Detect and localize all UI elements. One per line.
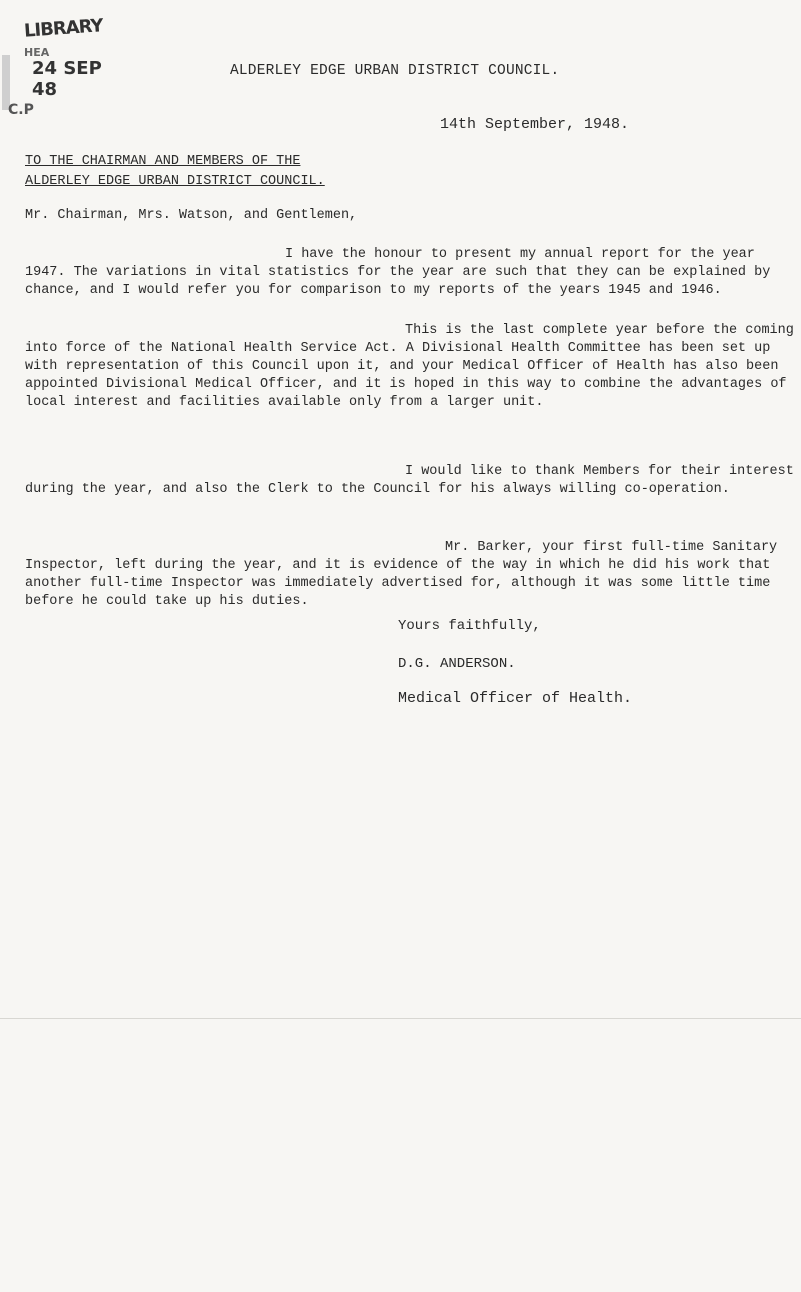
paragraph-sanitary-inspector: Mr. Barker, your first full-time Sanitary Inspector, left during the year, and it is evidence of the way in which he did his work that another full-time Inspector was immediately advertised for, although it was some little time before he could take up his duties.: [25, 540, 778, 609]
stamp-line-4: C.P: [8, 102, 34, 118]
paragraph-annual-report: I have the honour to present my annual report for the year 1947. The variations in vital statistics for the year are such that they can be explained by chance, and I would refer you for comparison to my reports of the years 1945 and 1946.: [25, 247, 771, 298]
salutation: Mr. Chairman, Mrs. Watson, and Gentlemen,: [25, 208, 358, 223]
page-fold-line: [0, 1018, 801, 1019]
address-line-1: TO THE CHAIRMAN AND MEMBERS OF THE: [25, 154, 301, 169]
letter-date: 14th September, 1948.: [440, 116, 630, 133]
stamp-date: 24 SEP 48: [32, 58, 102, 100]
signature-closing: Yours faithfully,: [398, 618, 541, 634]
signature-title: Medical Officer of Health.: [398, 690, 633, 707]
address-line-2: ALDERLEY EDGE URBAN DISTRICT COUNCIL.: [25, 174, 325, 189]
library-stamp: [2, 10, 132, 128]
stamp-line-2: HEA: [24, 46, 50, 59]
address-block: [25, 152, 325, 192]
paragraph-health-service-act: This is the last complete year before the coming into force of the National Health Service Act. A Divisional Health Committee has been set up with representation of this Council upon it, and your Medical Officer of Health has also been appointed Divisional Medical Officer, and it is hoped in this way to combine the advantages of local interest and facilities available only from a larger unit.: [25, 323, 794, 410]
stamp-line-1: LIBRARY: [23, 15, 104, 42]
council-heading: ALDERLEY EDGE URBAN DISTRICT COUNCIL.: [230, 63, 560, 79]
paragraph-thanks: I would like to thank Members for their interest during the year, and also the Clerk to the Council for his always willing co-operation.: [25, 464, 794, 497]
signature-name: D.G. ANDERSON.: [398, 656, 516, 672]
